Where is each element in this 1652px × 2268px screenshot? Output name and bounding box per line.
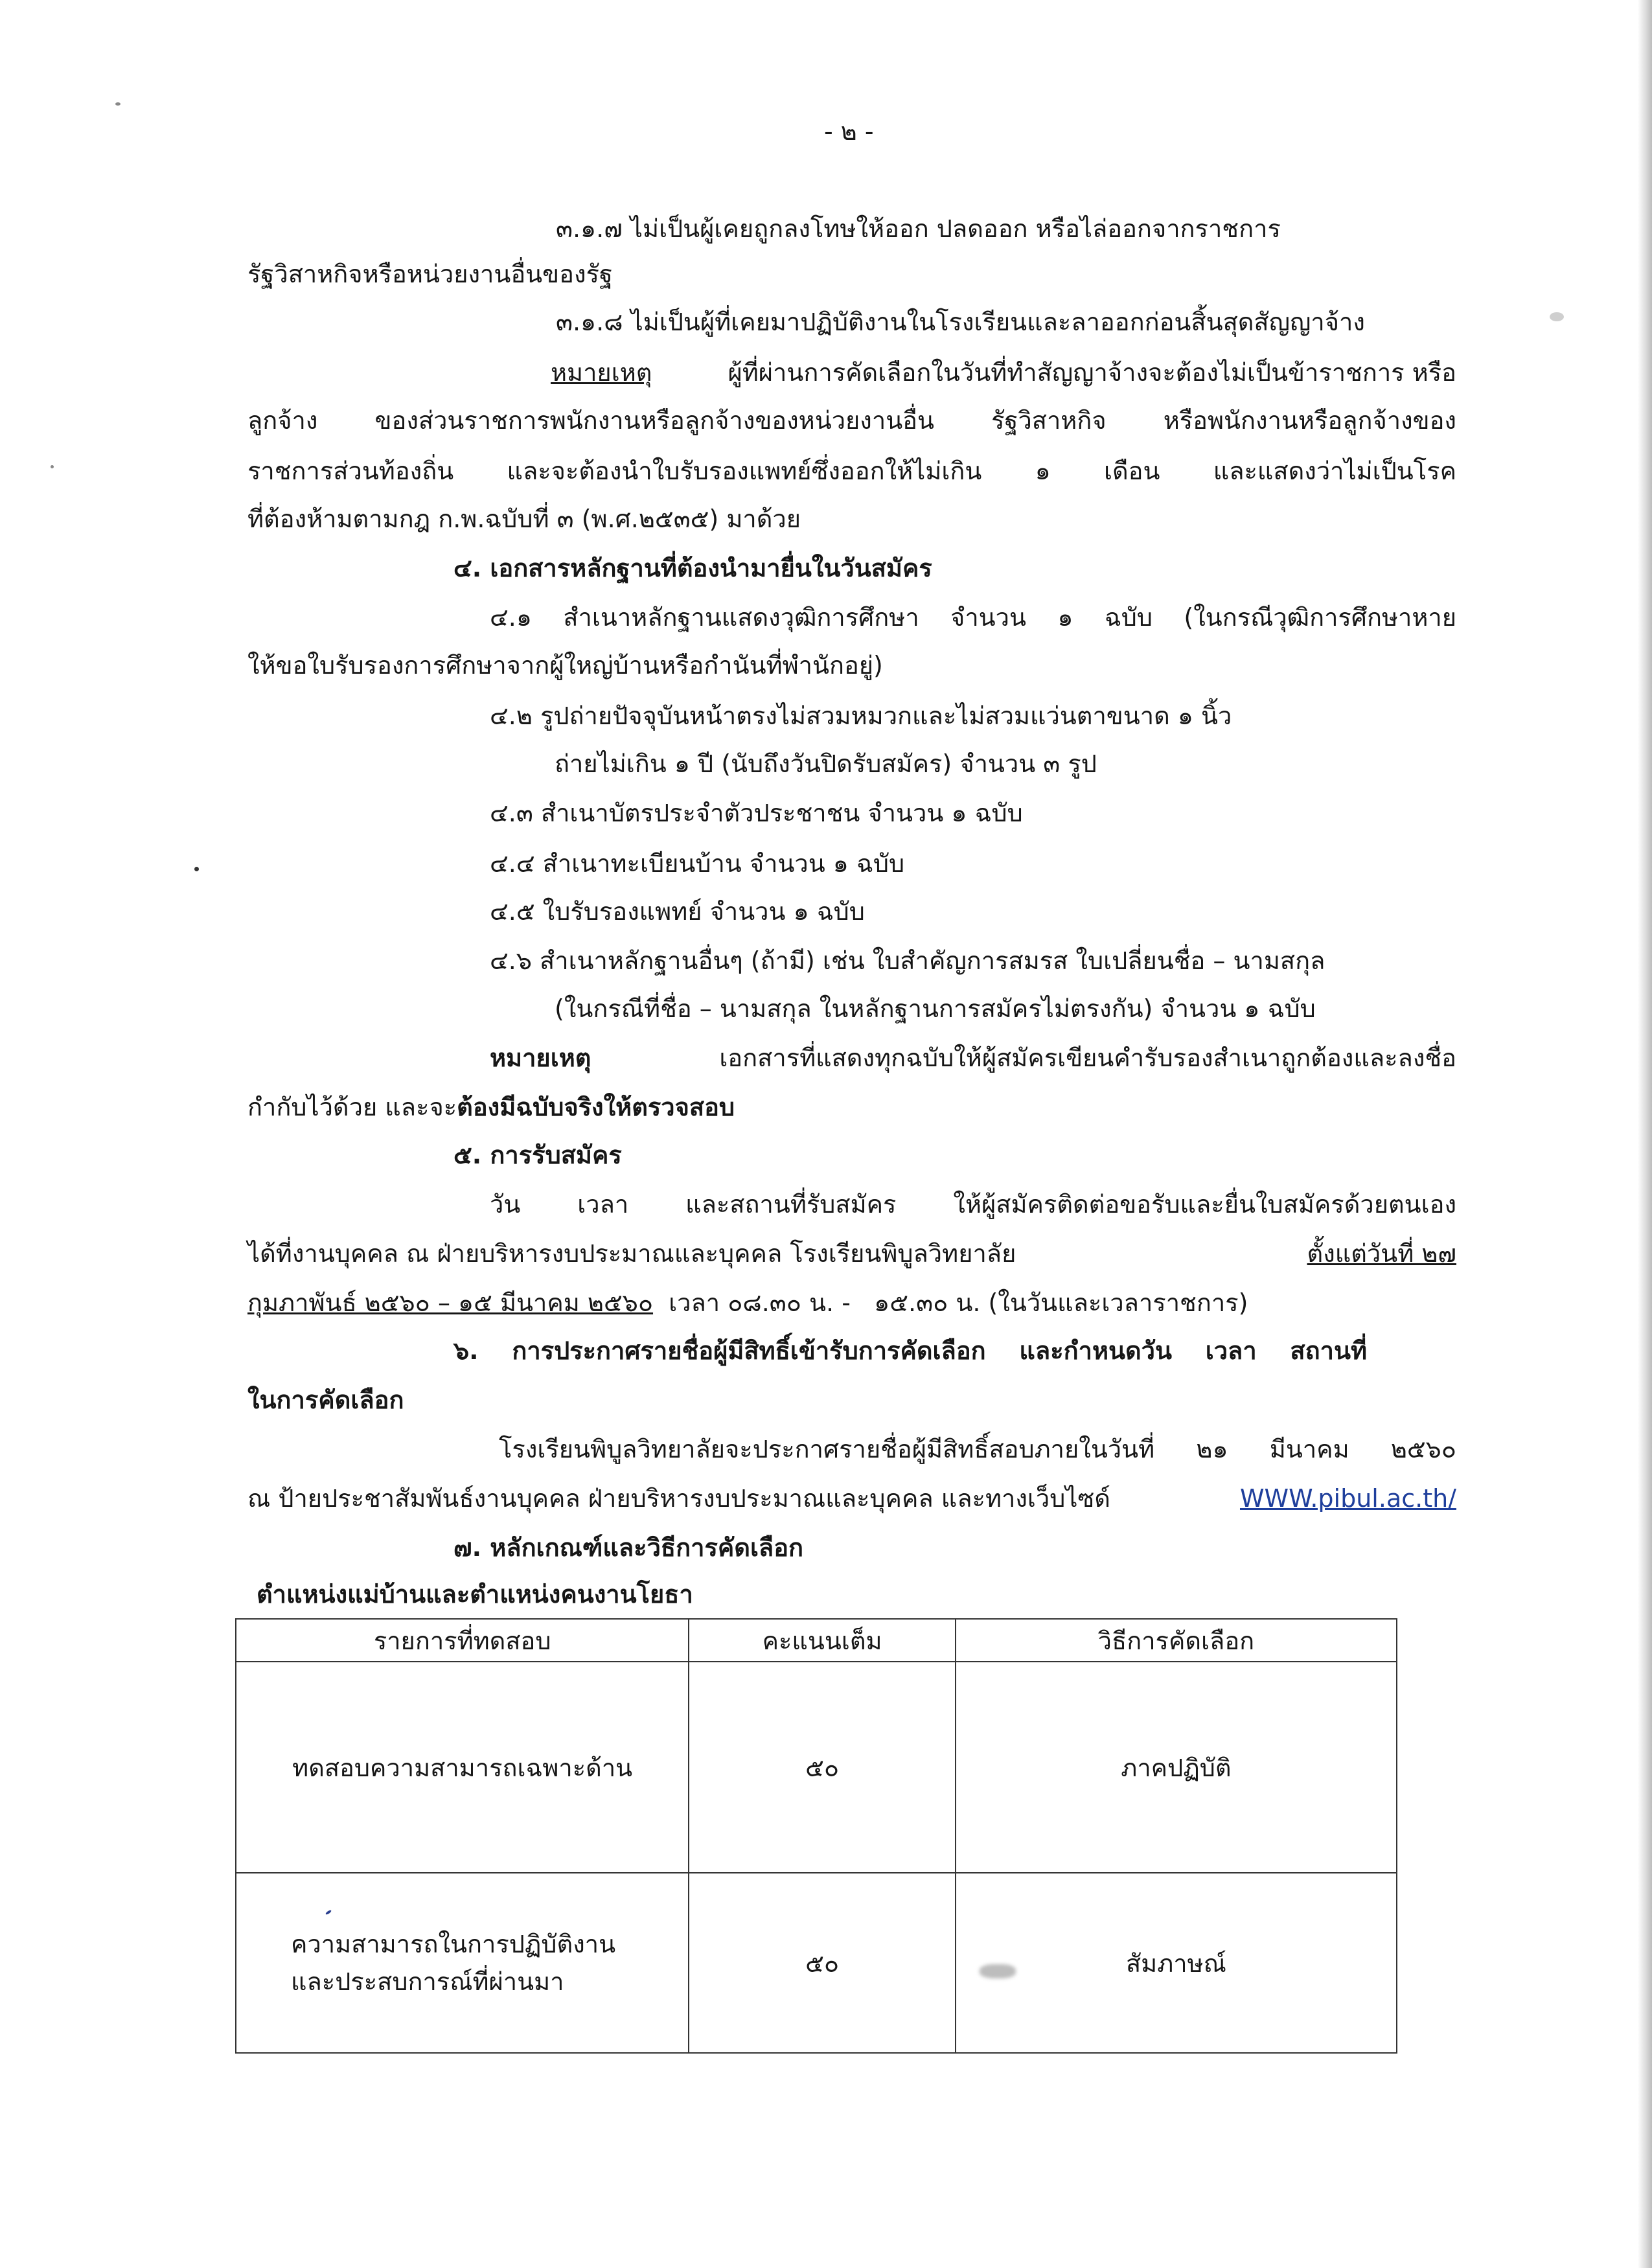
- table-header-item: รายการที่ทดสอบ: [236, 1619, 689, 1662]
- section4-item4: ๔.๔ สำเนาทะเบียนบ้าน จำนวน ๑ ฉบับ: [490, 849, 905, 878]
- section6-line1: โรงเรียนพิบูลวิทยาลัยจะประกาศรายชื่อผู้มีสิทธิ์สอบภายในวันที่ ๒๑ มีนาคม ๒๕๖๐: [499, 1435, 1456, 1463]
- table-row: [236, 1662, 1397, 1873]
- table-cell-method: ภาคปฏิบัติ: [956, 1662, 1397, 1873]
- section4-item6-line2: (ในกรณีที่ชื่อ – นามสกุล ในหลักฐานการสมัครไม่ตรงกัน) จำนวน ๑ ฉบับ: [555, 994, 1316, 1023]
- table-cell-item-line2: และประสบการณ์ที่ผ่านมา: [291, 1967, 564, 1996]
- section4-note-text: เอกสารที่แสดงทุกฉบับให้ผู้สมัครเขียนคำรับรองสำเนาถูกต้องและลงชื่อ: [719, 1044, 1456, 1072]
- note1-text: ผู้ที่ผ่านการคัดเลือกในวันที่ทำสัญญาจ้างจะต้องไม่เป็นข้าราชการ หรือ: [728, 358, 1456, 387]
- section4-item1-line2: ให้ขอใบรับรองการศึกษาจากผู้ใหญ่บ้านหรือกำนันที่พำนักอยู่): [247, 651, 883, 680]
- table-header-row: [236, 1619, 1397, 1662]
- section5-heading: ๕. การรับสมัคร: [453, 1141, 622, 1169]
- selection-criteria-table: [235, 1618, 1397, 2054]
- table-header-method: วิธีการคัดเลือก: [956, 1619, 1397, 1662]
- section5-line3: [247, 1285, 1248, 1320]
- section4-note-label: หมายเหตุ: [490, 1044, 591, 1072]
- note1-line4: ที่ต้องห้ามตามกฎ ก.พ.ฉบับที่ ๓ (พ.ศ.๒๕๓๕) มาด้วย: [247, 505, 801, 533]
- section7-subheading: ตำแหน่งแม่บ้านและตำแหน่งคนงานโยธา: [257, 1580, 693, 1609]
- section5-date-start: ตั้งแต่วันที่ ๒๗: [1307, 1239, 1456, 1268]
- clause-3-1-7-line2: รัฐวิสาหกิจหรือหน่วยงานอื่นของรัฐ: [247, 260, 613, 288]
- table-row: [236, 1873, 1397, 2053]
- section4-item2-line2: ถ่ายไม่เกิน ๑ ปี (นับถึงวันปิดรับสมัคร) จำนวน ๓ รูป: [555, 750, 1097, 778]
- section4-note-line1: [490, 1040, 1456, 1075]
- clause-3-1-8: ๓.๑.๘ ไม่เป็นผู้ที่เคยมาปฏิบัติงานในโรงเรียนและลาออกก่อนสิ้นสุดสัญญาจ้าง: [556, 308, 1365, 336]
- scan-page-edge: [1638, 0, 1652, 2268]
- section7-heading: ๗. หลักเกณฑ์และวิธีการคัดเลือก: [453, 1533, 804, 1562]
- table-header-score: คะแนนเต็ม: [689, 1619, 956, 1662]
- table-cell-method: สัมภาษณ์: [956, 1873, 1397, 2053]
- section4-heading: ๔. เอกสารหลักฐานที่ต้องนำมายื่นในวันสมัคร: [453, 554, 932, 582]
- section6-heading-line2: ในการคัดเลือก: [247, 1386, 404, 1414]
- clause-3-1-7-line1: ๓.๑.๗ ไม่เป็นผู้เคยถูกลงโทษให้ออก ปลดออก หรือไล่ออกจากราชการ: [556, 214, 1281, 243]
- scan-smudge: [980, 1964, 1016, 1978]
- section5-time: เวลา ๐๘.๓๐ น. - ๑๕.๓๐ น. (ในวันและเวลาราชการ): [653, 1289, 1248, 1317]
- page-number: - ๒ -: [824, 117, 874, 146]
- table-cell-item: ทดสอบความสามารถเฉพาะด้าน: [236, 1662, 689, 1873]
- section5-line2: [247, 1236, 1456, 1271]
- section6-line2-plain: ณ ป้ายประชาสัมพันธ์งานบุคคล ฝ่ายบริหารงบประมาณและบุคคล และทางเว็บไซด์: [247, 1484, 1110, 1513]
- scan-speck: [115, 102, 120, 106]
- section5-line2-plain: ได้ที่งานบุคคล ณ ฝ่ายบริหารงบประมาณและบุคคล โรงเรียนพิบูลวิทยาลัย: [247, 1239, 1016, 1268]
- website-link[interactable]: WWW.pibul.ac.th/: [1239, 1484, 1456, 1513]
- section4-item5: ๔.๕ ใบรับรองแพทย์ จำนวน ๑ ฉบับ: [490, 897, 865, 926]
- note1-line2: ลูกจ้าง ของส่วนราชการพนักงานหรือลูกจ้างของหน่วยงานอื่น รัฐวิสาหกิจ หรือพนักงานหรือลูกจ้างของ: [247, 406, 1456, 435]
- section5-date-end: กุมภาพันธ์ ๒๕๖๐ – ๑๕ มีนาคม ๒๕๖๐: [247, 1289, 654, 1317]
- note1-label: หมายเหตุ: [551, 358, 652, 387]
- section4-note-line2-plain: กำกับไว้ด้วย และจะ: [247, 1093, 457, 1121]
- section4-note-line2-bold: ต้องมีฉบับจริงให้ตรวจสอบ: [457, 1093, 735, 1121]
- scan-speck: [1550, 312, 1564, 321]
- table-cell-item-line1: ความสามารถในการปฏิบัติงาน: [291, 1930, 616, 1958]
- section4-item3: ๔.๓ สำเนาบัตรประจำตัวประชาชน จำนวน ๑ ฉบับ: [490, 799, 1023, 827]
- section4-item6-line1: ๔.๖ สำเนาหลักฐานอื่นๆ (ถ้ามี) เช่น ใบสำคัญการสมรส ใบเปลี่ยนชื่อ – นามสกุล: [490, 946, 1325, 975]
- table-cell-score: ๕๐: [689, 1662, 956, 1873]
- section4-note-line2: [247, 1090, 735, 1125]
- section4-item2-line1: ๔.๒ รูปถ่ายปัจจุบันหน้าตรงไม่สวมหมวกและไม่สวมแว่นตาขนาด ๑ นิ้ว: [490, 702, 1232, 730]
- scan-speck: [194, 867, 199, 871]
- section5-line1: วัน เวลา และสถานที่รับสมัคร ให้ผู้สมัครติดต่อขอรับและยื่นใบสมัครด้วยตนเอง: [490, 1190, 1456, 1219]
- scan-speck: [51, 465, 54, 468]
- note1-line1: [551, 355, 1456, 390]
- section6-heading-line1: ๖. การประกาศรายชื่อผู้มีสิทธิ์เข้ารับการคัดเลือก และกำหนดวัน เวลา สถานที่: [453, 1336, 1367, 1365]
- note1-line3: ราชการส่วนท้องถิ่น และจะต้องนำใบรับรองแพทย์ซึ่งออกให้ไม่เกิน ๑ เดือน และแสดงว่าไม่เป็นโรค: [247, 457, 1456, 485]
- section4-item1-line1: ๔.๑ สำเนาหลักฐานแสดงวุฒิการศึกษา จำนวน ๑ ฉบับ (ในกรณีวุฒิการศึกษาหาย: [490, 603, 1456, 632]
- table-cell-score: ๕๐: [689, 1873, 956, 2053]
- section6-line2: [247, 1481, 1456, 1516]
- table-cell-item: [236, 1873, 689, 2053]
